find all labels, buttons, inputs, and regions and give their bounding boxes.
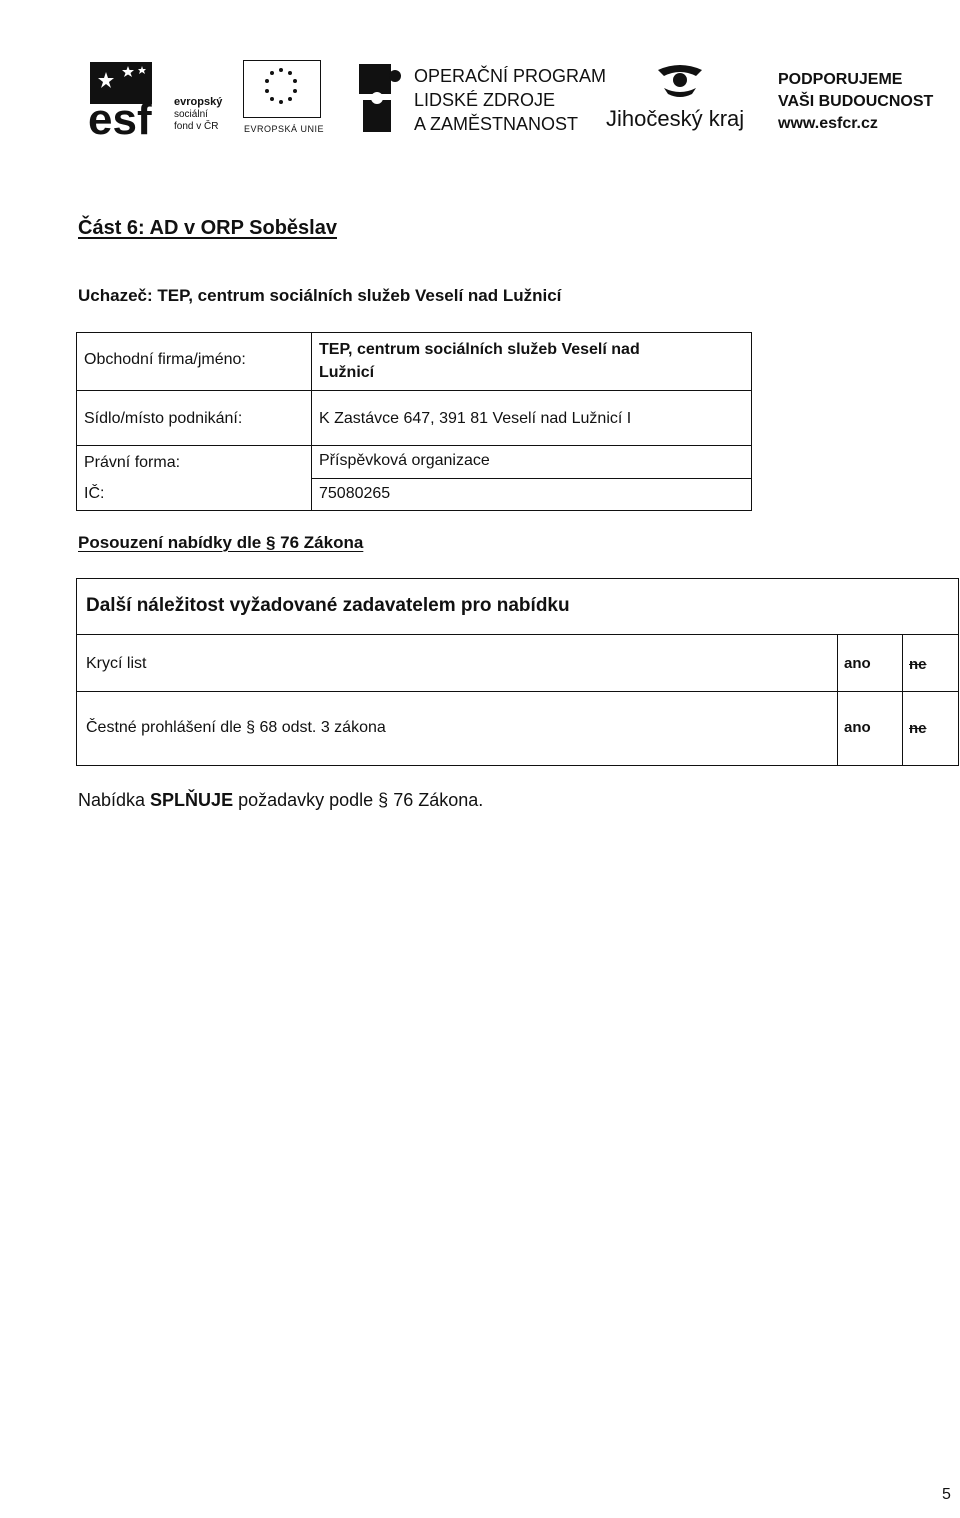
value-company-line1: TEP, centrum sociálních služeb Veselí nad (319, 341, 640, 358)
requirement-cover-sheet-yes: ano (844, 655, 871, 672)
requirement-cover-sheet: Krycí list (86, 655, 147, 672)
support-line-1: PODPORUJEME (778, 71, 903, 88)
esf-word-2: sociální (174, 109, 208, 120)
conclusion-prefix: Nabídka (78, 790, 151, 810)
conclusion (78, 790, 483, 811)
requirements-table (76, 578, 959, 766)
value-ico: 75080265 (319, 485, 391, 502)
assessment-title: Posouzení nabídky dle § 76 Zákona (78, 533, 364, 552)
esf-word-1: evropský (174, 96, 223, 108)
value-company-line2: Lužnicí (319, 364, 375, 381)
conclusion-verdict: SPLŇUJE (150, 790, 234, 810)
requirement-declaration-no: ne (909, 720, 927, 737)
requirements-header: Další náležitost vyžadované zadavatelem pro nabídku (86, 595, 570, 616)
svg-text:esf: esf (88, 95, 152, 138)
section-title: Část 6: AD v ORP Soběslav (78, 217, 337, 239)
value-seat: K Zastávce 647, 391 81 Veselí nad Lužnicí I (319, 410, 632, 427)
region-name: Jihočeský kraj (606, 106, 745, 131)
value-legal-form: Příspěvková organizace (319, 452, 490, 469)
label-legal-form: Právní forma: (84, 454, 181, 471)
label-ico: IČ: (84, 485, 105, 502)
op-puzzle-icon (357, 62, 401, 134)
label-seat: Sídlo/místo podnikání: (84, 410, 243, 427)
label-company: Obchodní firma/jméno: (84, 351, 246, 368)
requirement-declaration: Čestné prohlášení dle § 68 odst. 3 zákona (86, 719, 386, 736)
op-line-1: OPERAČNÍ PROGRAM (414, 66, 607, 86)
eu-flag-icon (243, 60, 321, 118)
requirement-cover-sheet-no: ne (909, 656, 927, 673)
esf-mark-icon (88, 60, 168, 138)
op-line-2: LIDSKÉ ZDROJE (414, 90, 556, 110)
esf-word-3: fond v ČR (174, 121, 219, 132)
op-line-3: A ZAMĚSTNANOST (414, 114, 579, 134)
support-line-2: VAŠI BUDOUCNOST (778, 93, 934, 110)
eu-caption: EVROPSKÁ UNIE (244, 124, 325, 134)
conclusion-suffix: požadavky podle § 76 Zákona. (233, 790, 484, 810)
applicant-info-table (76, 332, 752, 511)
region-emblem-icon (650, 62, 710, 100)
support-url: www.esfcr.cz (778, 115, 878, 132)
applicant-line: Uchazeč: TEP, centrum sociálních služeb Veselí nad Lužnicí (78, 286, 562, 305)
page-number: 5 (942, 1486, 951, 1503)
requirement-declaration-yes: ano (844, 719, 871, 736)
esf-logo (88, 60, 236, 138)
